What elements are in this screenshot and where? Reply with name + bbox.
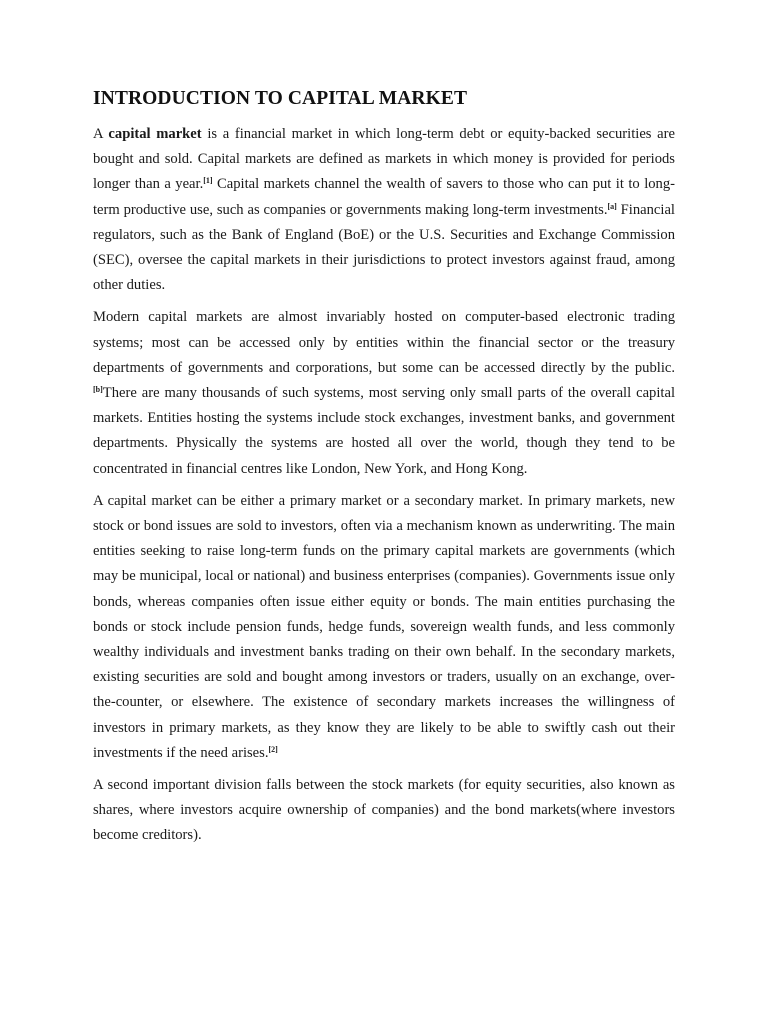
paragraph-text: Modern capital markets are almost invariably hosted on computer-based electronic trading systems; most can be accessed only by entities within the financial sector or the treasury departments of governments and corporations, but some can be accessed directly by the public. — [93, 309, 675, 376]
footnote-ref[interactable]: [1] — [203, 176, 213, 186]
paragraph-text: Capital markets channel the wealth of savers to those who can put it to long-term productive use, such as companies or governments making long-term investments. — [93, 176, 675, 218]
paragraph-trading-systems — [93, 305, 675, 481]
paragraph-text: Financial regulators, such as the Bank of England (BoE) or the U.S. Securities and Exchange Commission (SEC), oversee the capital markets in their jurisdictions to protect investors against fraud, among other duties. — [93, 201, 675, 294]
paragraph-text: A — [93, 126, 109, 142]
paragraph-definition — [93, 122, 675, 298]
bold-term: capital market — [108, 126, 202, 142]
paragraph-text: A second important division falls between the stock markets (for equity securities, also known as shares, where investors acquire ownership of companies) and the bond markets(where investors become creditors). — [93, 777, 675, 844]
paragraph-text: There are many thousands of such systems, most serving only small parts of the overall capital markets. Entities hosting the systems include stock exchanges, investment banks, and government departments. Physically the systems are hosted all over the world, though they tend to be concentrated in financial centres like London, New York, and Hong Kong. — [93, 385, 675, 477]
document-title: INTRODUCTION TO CAPITAL MARKET — [93, 88, 468, 109]
paragraph-primary-secondary — [93, 489, 675, 766]
paragraph-text: A capital market can be either a primary market or a secondary market. In primary markets, new stock or bond issues are sold to investors, often via a mechanism known as underwriting. The main entities seeking to raise long-term funds on the primary capital markets are governments (which may be municipal, local or national) and business enterprises (companies). Governments issue only bonds, whereas companies often issue either equity or bonds. The main entities purchasing the bonds or stock include pension funds, hedge funds, sovereign wealth funds, and less commonly wealthy individuals and investment banks trading on their own behalf. In the secondary markets, existing securities are sold and bought among investors or traders, usually on an exchange, over-the-counter, or elsewhere. The existence of secondary markets increases the willingness of investors in primary markets, as they know they are likely to be able to swiftly cash out their investments if the need arises. — [93, 492, 675, 761]
footnote-ref[interactable]: [b] — [93, 385, 103, 395]
paragraph-stock-bond — [93, 773, 675, 849]
document-page — [93, 86, 675, 856]
paragraph-text: is a financial market in which long-term debt or equity-backed securities are bought and sold. Capital markets are defined as markets in which money is provided for periods longer than a year. — [93, 126, 675, 193]
footnote-ref[interactable]: [2] — [268, 744, 278, 754]
footnote-ref[interactable]: [a] — [607, 201, 617, 211]
